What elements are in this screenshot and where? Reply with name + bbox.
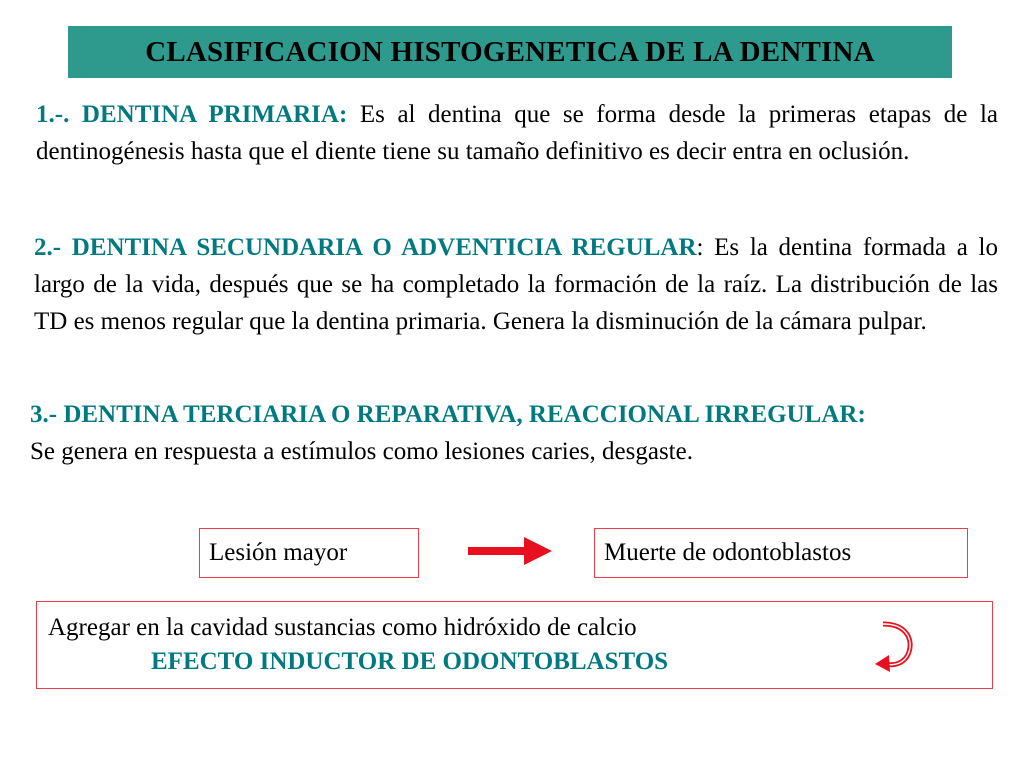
treatment-note-box (36, 601, 993, 689)
u-turn-arrow-icon (873, 618, 917, 674)
section-secondary-text: : Es la dentina formada a lo largo de la vida, después que se ha completado la formación de la raíz. La distribución de las TD es menos regular que la dentina primaria. Genera la disminución de la cámara pulpar. (34, 234, 998, 335)
section-primary-heading: 1.-. DENTINA PRIMARIA: (36, 101, 348, 128)
lesion-box (199, 528, 419, 578)
section-tertiary-dentin (30, 396, 870, 470)
inductor-effect-text: EFECTO INDUCTOR DE ODONTOBLASTOS (151, 648, 669, 675)
section-secondary-dentin (34, 229, 998, 340)
section-tertiary-text: Se genera en respuesta a estímulos como lesiones caries, desgaste. (30, 438, 693, 465)
page-title: CLASIFICACION HISTOGENETICA DE LA DENTINA (145, 35, 875, 68)
section-primary-dentin (36, 96, 998, 170)
odontoblast-death-label: Muerte de odontoblastos (604, 539, 852, 566)
title-banner (68, 26, 952, 78)
section-secondary-heading: 2.- DENTINA SECUNDARIA O ADVENTICIA REGULAR (34, 234, 697, 261)
odontoblast-death-box (594, 528, 968, 578)
lesion-label: Lesión mayor (209, 539, 348, 566)
arrow-right-icon (468, 535, 554, 567)
section-tertiary-heading: 3.- DENTINA TERCIARIA O REPARATIVA, REACCIONAL IRREGULAR: (30, 401, 866, 428)
section-primary-text: Es al dentina que se forma desde la primeras etapas de la dentinogénesis hasta que el diente tiene su tamaño definitivo es decir entra en oclusión. (36, 101, 999, 165)
treatment-note-text: Agregar en la cavidad sustancias como hidróxido de calcio (48, 614, 637, 641)
